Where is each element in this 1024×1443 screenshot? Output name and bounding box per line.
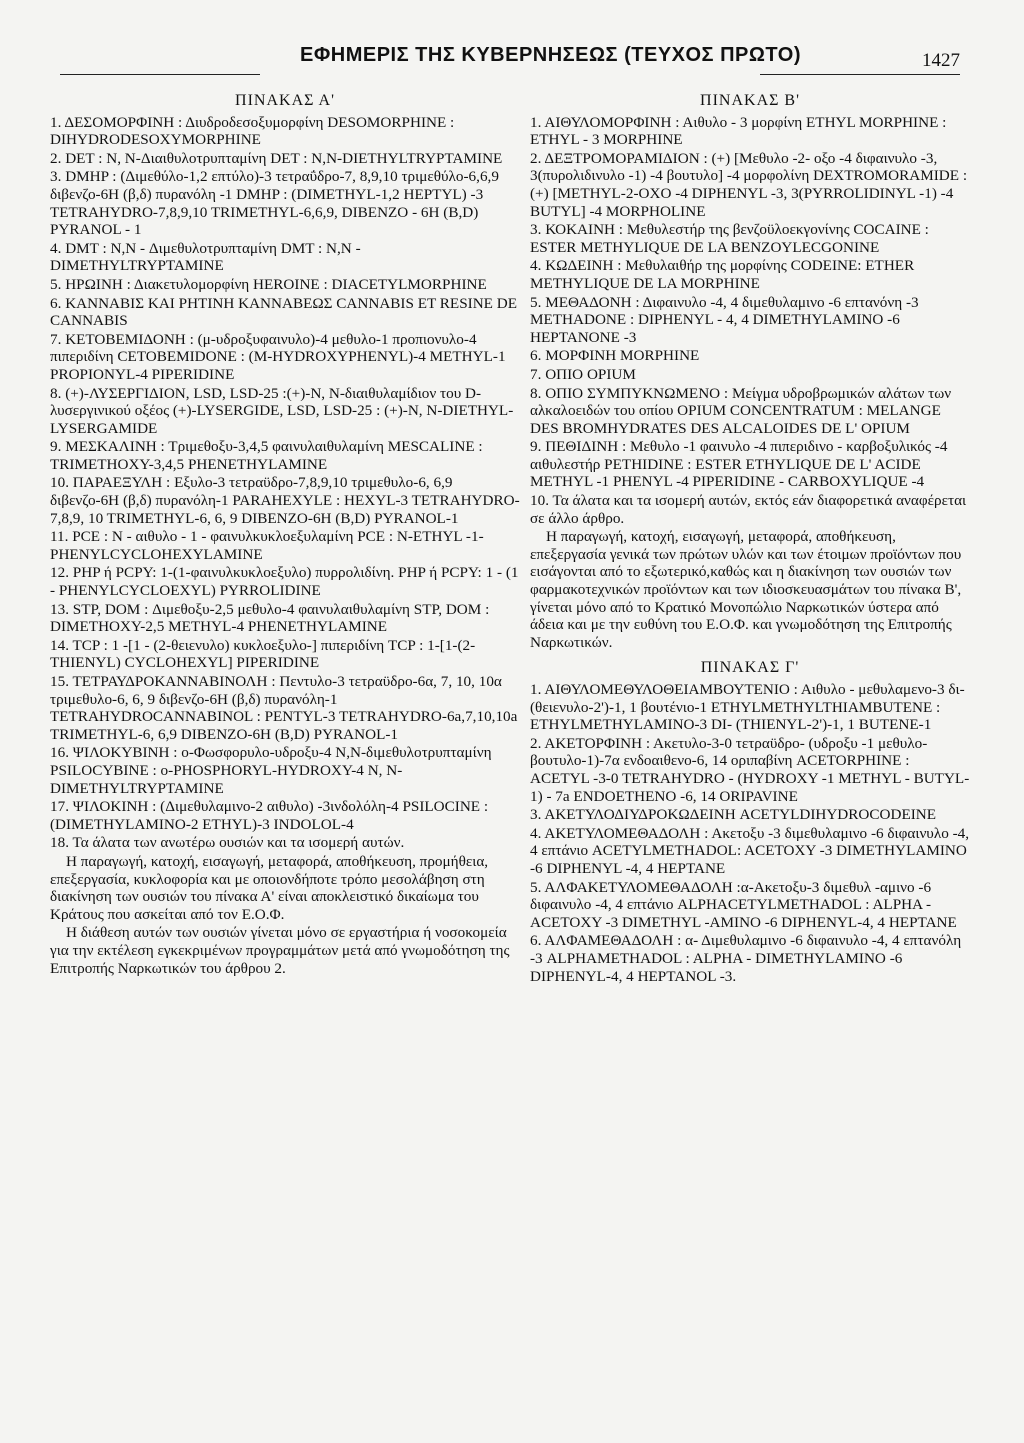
list-item: 10. Τα άλατα και τα ισομερή αυτών, εκτός εάν διαφορετικά αναφέρεται σε άλλο άρθρο. — [530, 492, 967, 527]
header-rule-left — [60, 74, 260, 75]
list-item: 7. ΟΠΙΟ OPIUM — [530, 365, 636, 383]
page-number: 1427 — [922, 50, 960, 71]
table-a-heading: ΠΙΝΑΚΑΣ Α' — [235, 92, 335, 109]
list-item: 1. ΑΙΘΥΛΟΜΕΘΥΛΟΘΕΙΑΜΒΟΥΤΕΝΙΟ : Αιθυλο - μεθυλαμενο-3 δι-(θειενυλο-2')-1, 1 βουτένιο-1 ETHYLMETHYLTHIAMBUTENE : ETHYLMETHYLAMINO-3 DI- (THIENYL-2')-1, 1 BUTENE-1 — [530, 681, 965, 734]
header-rule-right — [760, 74, 960, 75]
right-column — [530, 92, 970, 986]
list-item: 12. PHP ή PCPY: 1-(1-φαινυλκυκλοεξυλο) πυρρολιδίνη. PHP ή PCPY: 1 - (1 - PHENYLCYCLOEXYL) PYRROLIDINE — [50, 564, 519, 600]
list-item: 5. ΑΛΦΑΚΕΤΥΛΟΜΕΘΑΔΟΛΗ :α-Ακετοξυ-3 διμεθυλ -αμινο -6 διφαινυλο -4, 4 επτάνιο ALPHACETYLMETHADOL : ALPHA - ACETOXY -3 DIMETHYL -AMINO -6 DIPHENYL-4, 4 HEPTANE — [530, 878, 957, 931]
paragraph: Η παραγωγή, κατοχή, εισαγωγή, μεταφορά, αποθήκευση, επεξεργασία γενικά των πρώτων υλών και των έτοιμων προϊόντων που εισάγονται από το εξωτερικό,καθώς και η διακίνηση των ουσιών των φαρμακοτεχνικών προϊόντων και των ιδιοσκευασμάτων του πίνακα Β', γίνεται μόνο από το Κρατικό Μονοπώλιο Ναρκωτικών ύστερα από άδεια και με την ευθύνη του Ε.Ο.Φ. και γνωμοδότηση της Επιτροπής Ναρκωτικών. — [530, 528, 962, 651]
list-item: 6. ΜΟΡΦΙΝΗ MORPHINE — [530, 347, 700, 365]
table-b-heading: ΠΙΝΑΚΑΣ Β' — [700, 92, 800, 109]
list-item: 9. ΠΕΘΙΔΙΝΗ : Μεθυλο -1 φαινυλο -4 πιπεριδινο - καρβοξυλικός -4 αιθυλεστήρ PETHIDINE : ESTER ETHYLIQUE DE L' ACIDE METHYL -1 PHENYL -4 PIPERIDINE - CARBOXYLIQUE -4 — [530, 438, 948, 491]
paragraph: Η διάθεση αυτών των ουσιών γίνεται μόνο σε εργαστήρια ή νοσοκομεία για την εκτέλεση εγκεκριμένων προγραμμάτων μετά από γνωμοδότηση της Επιτροπής Ναρκωτικών του άρθρου 2. — [50, 924, 510, 977]
list-item: 2. ΔΕΞΤΡΟΜΟΡΑΜΙΔΙΟΝ : (+) [Μεθυλο -2- οξο -4 διφαινυλο -3, 3(πυρολιδινυλο -1) -4 βουτυλο] -4 μορφολίνη DEXTROMORAMIDE : (+) [METHYL-2-OXO -4 DIPHENYL -3, 3(PYRROLIDINYL -1) -4 BUTYL] -4 MORPHOLINE — [530, 149, 968, 220]
page-header — [60, 44, 960, 74]
list-item: 18. Τα άλατα των ανωτέρω ουσιών και τα ισομερή αυτών. — [50, 834, 405, 852]
list-item: 6. ΚΑΝΝΑΒΙΣ ΚΑΙ ΡΗΤΙΝΗ ΚΑΝΝΑΒΕΩΣ CANNABIS ET RESINE DE CANNABIS — [50, 294, 518, 330]
list-item: 3. ΚΟΚΑΙΝΗ : Μεθυλεστήρ της βενζοϋλοεκγονίνης COCAINE : ESTER METHYLIQUE DE LA BENZOYLECGONINE — [530, 221, 929, 256]
list-item: 4. DMT : N,N - Διμεθυλοτρυπταμίνη DMT : N,N - DIMETHYLTRYPTAMINE — [50, 239, 361, 275]
list-item: 6. ΑΛΦΑΜΕΘΑΔΟΛΗ : α- Διμεθυλαμινο -6 διφαινυλο -4, 4 επτανόλη -3 ALPHAMETHADOL : ALPHA - DIMETHYLAMINO -6 DIPHENYL-4, 4 HEPTANOL -3. — [530, 932, 962, 985]
list-item: 3. DMHP : (Διμεθύλο-1,2 επτύλο)-3 τετραΰδρο-7, 8,9,10 τριμεθύλο-6,6,9 διβενζο-6Η (β,δ) πυρανόλη -1 DMHP : (DIMETHYL-1,2 HEPTYL) -3 TETRAHYDRO-7,8,9,10 TRIMETHYL-6,6,9, DIBENZO - 6H (B,D) PYRANOL - 1 — [50, 168, 499, 239]
list-item: 9. ΜΕΣΚΑΛΙΝΗ : Τριμεθοξυ-3,4,5 φαινυλαιθυλαμίνη MESCALINE : TRIMETHOXY-3,4,5 PHENETHYLAMINE — [50, 438, 483, 473]
list-item: 14. TCP : 1 -[1 - (2-θειενυλο) κυκλοεξυλο-] πιπεριδίνη TCP : 1-[1-(2-THIENYL) CYCLOHEXYL] PIPERIDINE — [50, 636, 476, 672]
list-item: 3. ΑΚΕΤΥΛΟΔΙΥΔΡΟΚΩΔΕΙΝΗ ACETYLDIHYDROCODEINE — [530, 806, 937, 824]
paragraph: Η παραγωγή, κατοχή, εισαγωγή, μεταφορά, αποθήκευση, προμήθεια, επεξεργασία, κυκλοφορία και με οποιονδήποτε τρόπο μεσολάβηση στη διακίνηση των ουσιών του πίνακα Α' είναι αποκλειστικό δικαίωμα του Κράτους που ασκείται από τον Ε.Ο.Φ. — [50, 852, 489, 923]
list-item: 8. (+)-ΛΥΣΕΡΓΙΔΙΟΝ, LSD, LSD-25 :(+)-N, N-διαιθυλαμίδιον του D-λυσεργινικού οξέος (+)-LYSERGIDE, LSD, LSD-25 : (+)-N, N-DIETHYL-LYSERGAMIDE — [50, 384, 514, 437]
list-item: 4. ΑΚΕΤΥΛΟΜΕΘΑΔΟΛΗ : Ακετοξυ -3 διμεθυλαμινο -6 διφαινυλο -4, 4 επτάνιο ACETYLMETHADOL: ACETOXY -3 DIMETHYLAMINO -6 DIPHENYL -4, 4 HEPTANE — [530, 824, 970, 877]
list-item: 17. ΨΙΛΟΚΙΝΗ : (Διμεθυλαμινο-2 αιθυλο) -3ινδολόλη-4 PSILOCINE : (DIMETHYLAMINO-2 ETHYL)-3 INDOLOL-4 — [50, 798, 489, 833]
list-item: 2. ΑΚΕΤΟΡΦΙΝΗ : Ακετυλο-3-0 τετραϋδρο- (υδροξυ -1 μεθυλο-βουτυλο-1)-7α ενδοαιθενο-6, 14 οριπαβίνη ACETORPHINE : ACETYL -3-0 TETRAHYDRO - (HYDROXY -1 METHYL - BUTYL-1) - 7a ENDOETHENO -6, 14 ORIPAVINE — [530, 734, 970, 805]
list-item: 7. ΚΕΤΟΒΕΜΙΔΟΝΗ : (μ-υδροξυφαινυλο)-4 μεθυλο-1 προπιονυλο-4 πιπεριδίνη CETOBEMIDONE : (M-HYDROXYPHENYL)-4 METHYL-1 PROPIONYL-4 PIPERIDINE — [50, 330, 506, 383]
table-c-heading: ΠΙΝΑΚΑΣ Γ' — [700, 659, 800, 677]
list-item: 5. ΜΕΘΑΔΟΝΗ : Διφαινυλο -4, 4 διμεθυλαμινο -6 επτανόνη -3 METHADONE : DIPHENYL - 4, 4 DIMETHYLAMINO -6 HEPTANONE -3 — [530, 293, 919, 346]
list-item: 11. PCE : N - αιθυλο - 1 - φαινυλκυκλοεξυλαμίνη PCE : N-ETHYL -1- PHENYLCYCLOHEXYLAMINE — [50, 528, 484, 563]
list-item: 1. ΔΕΣΟΜΟΡΦΙΝΗ : Διυδροδεσοξυμορφίνη DESOMORPHINE : DIHYDRODESOXYMORPHINE — [50, 113, 455, 149]
list-item: 8. ΟΠΙΟ ΣΥΜΠΥΚΝΩΜΕΝΟ : Μείγμα υδροβρωμικών αλάτων των αλκαλοειδών του οπίου OPIUM CONCENTRATUM : MELANGE DES BROMHYDRATES DES ALCALOIDES DE L' OPIUM — [530, 384, 952, 437]
gazette-title: ΕΦΗΜΕΡΙΣ ΤΗΣ ΚΥΒΕΡΝΗΣΕΩΣ (ΤΕΥΧΟΣ ΠΡΩΤΟ) — [300, 44, 802, 66]
left-column — [50, 92, 520, 978]
list-item: 13. STP, DOM : Διμεθοξυ-2,5 μεθυλο-4 φαινυλαιθυλαμίνη STP, DOM : DIMETHOXY-2,5 METHYL-4 PHENETHYLAMINE — [50, 600, 490, 636]
list-item: 5. ΗΡΩΙΝΗ : Διακετυλομορφίνη HEROINE : DIACETYLMORPHINE — [50, 275, 487, 293]
list-item: 1. ΑΙΘΥΛΟΜΟΡΦΙΝΗ : Αιθυλο - 3 μορφίνη ETHYL MORPHINE : ETHYL - 3 MORPHINE — [530, 113, 947, 149]
list-item: 16. ΨΙΛΟΚΥΒΙΝΗ : ο-Φωσφορυλο-υδροξυ-4 N,N-διμεθυλοτρυπταμίνη PSILOCYBINE : o-PHOSPHORYL-HYDROXY-4 N, N-DIMETHYLTRYPTAMINE — [50, 744, 492, 797]
list-item: 4. ΚΩΔΕΙΝΗ : Μεθυλαιθήρ της μορφίνης CODEINE: ETHER METHYLIQUE DE LA MORPHINE — [530, 257, 915, 292]
list-item: 2. DET : N, N-Διαιθυλοτρυπταμίνη DET : N,N-DIETHYLTRYPTAMINE — [50, 149, 503, 167]
list-item: 10. ΠΑΡΑΕΞΥΛΗ : Εξυλο-3 τετραϋδρο-7,8,9,10 τριμεθυλο-6, 6,9 διβενζο-6Η (β,δ) πυρανόλη-1 PARAHEXYLE : HEXYL-3 TETRAHYDRO-7,8,9, 10 TRIMETHYL-6, 6, 9 DIBENZO-6H (B,D) PYRANOL-1 — [50, 474, 520, 527]
list-item: 15. ΤΕΤΡΑΥΔΡΟΚΑΝΝΑΒΙΝΟΛΗ : Πεντυλο-3 τετραϋδρο-6α, 7, 10, 10α τριμεθυλο-6, 6, 9 διβενζο-6Η (β,δ) πυρανόλη-1 TETRAHYDROCANNABINOL : PENTYL-3 TETRAHYDRO-6a,7,10,10a TRIMETHYL-6, 6,9 DIBENZO-6H (B,D) PYRANOL-1 — [50, 673, 518, 743]
